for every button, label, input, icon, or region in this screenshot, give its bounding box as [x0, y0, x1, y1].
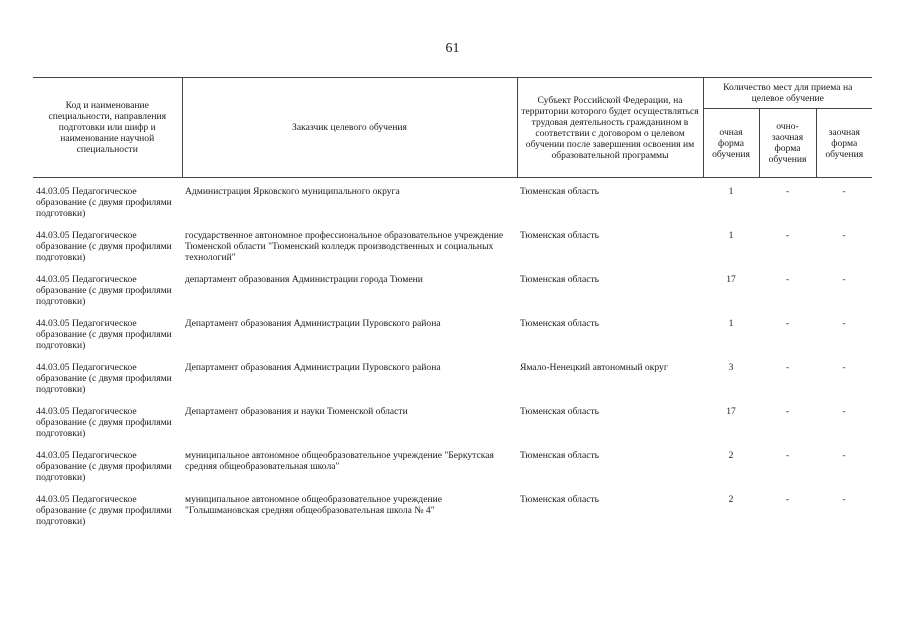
cell-code: 44.03.05 Педагогическое образование (с двумя профилями подготовки) — [36, 318, 172, 351]
cell-full-time: 17 — [726, 406, 736, 417]
header-part-time: очно-заочная форма обучения — [759, 109, 816, 178]
header-places: Количество мест для приема на целевое обучение — [703, 78, 872, 109]
table-row — [33, 450, 872, 494]
cell-part-time: - — [785, 318, 790, 329]
cell-part-time: - — [785, 230, 790, 241]
cell-customer: Департамент образования и науки Тюменской области — [185, 406, 408, 417]
cell-subject: Тюменская область — [520, 274, 600, 285]
cell-code: 44.03.05 Педагогическое образование (с двумя профилями подготовки) — [36, 494, 172, 527]
cell-full-time: 1 — [728, 186, 734, 197]
cell-extramural: - — [842, 494, 846, 505]
cell-code: 44.03.05 Педагогическое образование (с двумя профилями подготовки) — [36, 362, 172, 395]
cell-extramural: - — [842, 274, 846, 285]
header-customer: Заказчик целевого обучения — [182, 78, 517, 178]
header-subject: Субъект Российской Федерации, на территории которого будет осуществляться трудовая деятельность гражданином в соответствии с договором о целевом обучении после завершения освоения им образовательной программы — [517, 78, 703, 178]
cell-part-time: - — [785, 494, 790, 505]
table-row — [33, 318, 872, 362]
cell-full-time: 1 — [728, 318, 734, 329]
cell-customer: Администрация Ярковского муниципального округа — [185, 186, 400, 197]
cell-full-time: 17 — [726, 274, 736, 285]
table-row — [33, 362, 872, 406]
cell-extramural: - — [842, 186, 846, 197]
cell-customer: департамент образования Администрации города Тюмени — [185, 274, 423, 285]
target-admission-table — [33, 77, 872, 538]
header-extramural: заочная форма обучения — [816, 109, 872, 178]
cell-subject: Тюменская область — [520, 230, 600, 241]
cell-code: 44.03.05 Педагогическое образование (с двумя профилями подготовки) — [36, 274, 172, 307]
cell-part-time: - — [785, 186, 790, 197]
cell-subject: Тюменская область — [520, 406, 600, 417]
page-number: 61 — [445, 41, 460, 56]
cell-extramural: - — [842, 406, 846, 417]
cell-code: 44.03.05 Педагогическое образование (с двумя профилями подготовки) — [36, 186, 172, 219]
cell-extramural: - — [842, 450, 846, 461]
header-full-time: очная форма обучения — [703, 109, 759, 178]
table-row — [33, 186, 872, 230]
cell-code: 44.03.05 Педагогическое образование (с двумя профилями подготовки) — [36, 230, 172, 263]
cell-extramural: - — [842, 318, 846, 329]
cell-subject: Ямало-Ненецкий автономный округ — [520, 362, 668, 373]
table-row — [33, 230, 872, 274]
cell-part-time: - — [785, 450, 790, 461]
cell-subject: Тюменская область — [520, 318, 600, 329]
cell-extramural: - — [842, 362, 846, 373]
cell-part-time: - — [785, 274, 790, 285]
cell-full-time: 2 — [728, 494, 734, 505]
table-row — [33, 406, 872, 450]
table-row — [33, 274, 872, 318]
cell-customer: муниципальное автономное общеобразовательное учреждение "Беркутская средняя общеобразовательная школа" — [185, 450, 494, 472]
cell-full-time: 3 — [728, 362, 734, 373]
cell-subject: Тюменская область — [520, 186, 600, 197]
cell-code: 44.03.05 Педагогическое образование (с двумя профилями подготовки) — [36, 406, 172, 439]
cell-code: 44.03.05 Педагогическое образование (с двумя профилями подготовки) — [36, 450, 172, 483]
table-row — [33, 494, 872, 538]
cell-customer: Департамент образования Администрации Пуровского района — [185, 362, 441, 373]
cell-full-time: 2 — [728, 450, 734, 461]
cell-extramural: - — [842, 230, 846, 241]
cell-customer: Департамент образования Администрации Пуровского района — [185, 318, 441, 329]
cell-part-time: - — [785, 362, 790, 373]
header-code: Код и наименование специальности, направления подготовки или шифр и наименование научной специальности — [33, 78, 182, 178]
cell-part-time: - — [785, 406, 790, 417]
cell-subject: Тюменская область — [520, 494, 600, 505]
cell-subject: Тюменская область — [520, 450, 600, 461]
cell-full-time: 1 — [728, 230, 734, 241]
cell-customer: муниципальное автономное общеобразовательное учреждение "Голышмановская средняя общеобразовательная школа № 4" — [185, 494, 442, 516]
cell-customer: государственное автономное профессиональное образовательное учреждение Тюменской области "Тюменский колледж производственных и социальных технологий" — [185, 230, 504, 263]
